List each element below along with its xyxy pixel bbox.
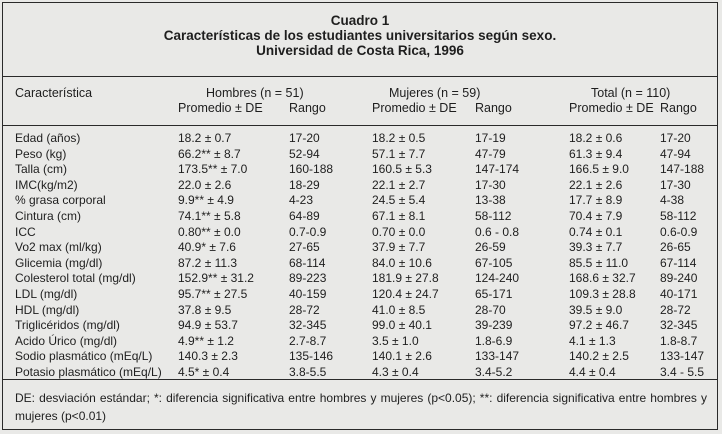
cell-hombres-range: 27-65 — [289, 240, 320, 255]
table-row — [3, 193, 717, 209]
cell-hombres-mean: 9.9** ± 4.9 — [178, 193, 234, 208]
row-label: ICC — [15, 224, 36, 239]
row-label: HDL (mg/dl) — [15, 302, 80, 317]
header-mean-total: Promedio ± DE — [569, 101, 654, 115]
table-row — [3, 209, 717, 225]
cell-hombres-range: 68-114 — [289, 255, 326, 270]
row-label: Colesterol total (mg/dl) — [15, 271, 136, 286]
row-label: Talla (cm) — [15, 162, 68, 177]
header-range-mujeres: Rango — [475, 101, 512, 115]
cell-total-range: 4-38 — [660, 193, 685, 208]
cell-hombres-mean: 4.5* ± 0.4 — [178, 365, 230, 379]
cell-total-range: 32-345 — [660, 318, 698, 333]
header-mean-hombres: Promedio ± DE — [178, 101, 263, 115]
cell-mujeres-range: 13-38 — [475, 193, 506, 208]
cell-hombres-range: 89-223 — [289, 271, 327, 286]
table-row — [3, 349, 717, 365]
row-label: Vo2 max (ml/kg) — [15, 240, 102, 255]
table-row — [3, 225, 717, 241]
cell-total-range: 26-65 — [660, 240, 691, 255]
cell-total-range: 0.6-0.9 — [660, 224, 698, 239]
cell-hombres-mean: 18.2 ± 0.7 — [178, 131, 232, 145]
header-range-total: Rango — [660, 101, 697, 115]
header-group-hombres: Hombres (n = 51) — [206, 86, 304, 100]
cell-hombres-range: 135-146 — [289, 349, 334, 364]
cell-total-range: 89-240 — [660, 271, 698, 286]
cell-total-range: 1.8-8.7 — [660, 333, 698, 348]
cell-total-mean: 18.2 ± 0.6 — [569, 131, 623, 145]
row-label: Peso (kg) — [15, 146, 67, 161]
cell-mujeres-mean: 99.0 ± 40.1 — [372, 318, 432, 333]
cell-total-mean: 97.2 ± 46.7 — [569, 318, 629, 333]
cell-mujeres-mean: 22.1 ± 2.7 — [372, 177, 426, 192]
cell-hombres-mean: 173.5** ± 7.0 — [178, 162, 248, 177]
cell-hombres-range: 160-188 — [289, 162, 334, 177]
table-row — [3, 178, 717, 194]
cell-mujeres-mean: 67.1 ± 8.1 — [372, 209, 426, 223]
cell-total-mean: 0.74 ± 0.1 — [569, 224, 623, 239]
cell-hombres-range: 64-89 — [289, 209, 320, 223]
cell-hombres-range: 52-94 — [289, 146, 320, 161]
cell-total-mean: 166.5 ± 9.0 — [569, 162, 629, 177]
cell-mujeres-mean: 160.5 ± 5.3 — [372, 162, 432, 177]
header-group-mujeres: Mujeres (n = 59) — [389, 86, 481, 100]
cell-total-range: 3.4 - 5.5 — [660, 365, 705, 379]
cell-mujeres-mean: 181.9 ± 27.8 — [372, 271, 439, 286]
cell-total-range: 67-114 — [660, 255, 697, 270]
cell-mujeres-range: 124-240 — [475, 271, 520, 286]
cell-total-mean: 140.2 ± 2.5 — [569, 349, 629, 364]
cell-hombres-range: 32-345 — [289, 318, 327, 333]
cell-mujeres-range: 28-70 — [475, 302, 506, 317]
table-row — [3, 162, 717, 178]
cell-mujeres-range: 26-59 — [475, 240, 506, 255]
cell-mujeres-mean: 120.4 ± 24.7 — [372, 287, 439, 301]
cell-mujeres-mean: 0.70 ± 0.0 — [372, 224, 426, 239]
cell-mujeres-mean: 41.0 ± 8.5 — [372, 302, 426, 317]
cell-total-mean: 85.5 ± 11.0 — [569, 255, 629, 270]
cell-total-range: 47-94 — [660, 146, 691, 161]
cell-hombres-mean: 87.2 ± 11.3 — [178, 255, 238, 270]
cell-total-mean: 22.1 ± 2.6 — [569, 177, 623, 192]
table-footnote — [3, 379, 717, 431]
row-label: Triglicéridos (mg/dl) — [15, 318, 120, 333]
cell-hombres-mean: 140.3 ± 2.3 — [178, 349, 238, 364]
row-label: LDL (mg/dl) — [15, 287, 78, 301]
row-label: % grasa corporal — [15, 193, 106, 208]
row-label: Acido Úrico (mg/dl) — [15, 333, 118, 348]
table-row — [3, 256, 717, 272]
cell-mujeres-range: 65-171 — [475, 287, 513, 301]
cell-total-range: 40-171 — [660, 287, 698, 301]
table-row — [3, 271, 717, 287]
cell-hombres-range: 28-72 — [289, 302, 320, 317]
column-headers — [3, 77, 717, 126]
cell-total-range: 17-20 — [660, 131, 691, 145]
cell-mujeres-range: 47-79 — [475, 146, 506, 161]
cell-total-mean: 168.6 ± 32.7 — [569, 271, 636, 286]
table-caption — [3, 3, 717, 77]
cell-total-range: 17-30 — [660, 177, 691, 192]
row-label: Cintura (cm) — [15, 209, 82, 223]
cell-total-mean: 70.4 ± 7.9 — [569, 209, 623, 223]
cell-mujeres-mean: 37.9 ± 7.7 — [372, 240, 426, 255]
table-row — [3, 131, 717, 147]
cell-hombres-mean: 22.0 ± 2.6 — [178, 177, 232, 192]
table-number: Cuadro 1 — [330, 13, 390, 28]
cell-mujeres-range: 39-239 — [475, 318, 513, 333]
table-document — [2, 2, 718, 430]
cell-hombres-mean: 152.9** ± 31.2 — [178, 271, 254, 286]
cell-total-mean: 39.3 ± 7.7 — [569, 240, 623, 255]
cell-mujeres-mean: 18.2 ± 0.5 — [372, 131, 426, 145]
cell-hombres-range: 4-23 — [289, 193, 314, 208]
table-subtitle: Universidad de Costa Rica, 1996 — [256, 43, 464, 58]
table-row — [3, 334, 717, 350]
cell-mujeres-mean: 84.0 ± 10.6 — [372, 255, 432, 270]
cell-hombres-range: 17-20 — [289, 131, 320, 145]
cell-hombres-mean: 66.2** ± 8.7 — [178, 146, 241, 161]
cell-hombres-range: 0.7-0.9 — [289, 224, 327, 239]
cell-mujeres-mean: 140.1 ± 2.6 — [372, 349, 432, 364]
cell-mujeres-mean: 24.5 ± 5.4 — [372, 193, 426, 208]
cell-total-mean: 17.7 ± 8.9 — [569, 193, 623, 208]
cell-hombres-range: 2.7-8.7 — [289, 333, 327, 348]
cell-mujeres-range: 3.4-5.2 — [475, 365, 513, 379]
cell-mujeres-mean: 57.1 ± 7.7 — [372, 146, 426, 161]
cell-mujeres-mean: 3.5 ± 1.0 — [372, 333, 419, 348]
table-row — [3, 318, 717, 334]
cell-mujeres-range: 17-30 — [475, 177, 506, 192]
cell-mujeres-range: 67-105 — [475, 255, 513, 270]
table-title: Características de los estudiantes universitarios según sexo. — [163, 28, 557, 43]
header-group-total: Total (n = 110) — [591, 86, 671, 100]
cell-total-mean: 4.4 ± 0.4 — [569, 365, 616, 379]
table-row — [3, 287, 717, 303]
cell-hombres-mean: 95.7** ± 27.5 — [178, 287, 248, 301]
footnote-text: DE: desviación estándar; *: diferencia significativa entre hombres y mujeres (p<0.05); **: diferencia significativa entre hombres y mujeres (p<0.01) — [15, 391, 707, 423]
row-label: IMC(kg/m2) — [15, 177, 78, 192]
cell-mujeres-range: 147-174 — [475, 162, 520, 177]
header-characteristic: Característica — [15, 86, 93, 100]
cell-total-mean: 109.3 ± 28.8 — [569, 287, 636, 301]
cell-total-range: 28-72 — [660, 302, 691, 317]
table-row — [3, 240, 717, 256]
row-label: Sodio plasmático (mEq/L) — [15, 349, 153, 364]
cell-hombres-range: 40-159 — [289, 287, 327, 301]
cell-total-mean: 39.5 ± 9.0 — [569, 302, 623, 317]
cell-mujeres-mean: 4.3 ± 0.4 — [372, 365, 419, 379]
cell-hombres-mean: 4.9** ± 1.2 — [178, 333, 234, 348]
header-range-hombres: Rango — [289, 101, 326, 115]
cell-total-mean: 4.1 ± 1.3 — [569, 333, 616, 348]
cell-hombres-mean: 40.9* ± 7.6 — [178, 240, 236, 255]
cell-total-mean: 61.3 ± 9.4 — [569, 146, 623, 161]
row-label: Glicemia (mg/dl) — [15, 255, 103, 270]
cell-hombres-range: 18-29 — [289, 177, 320, 192]
cell-hombres-mean: 94.9 ± 53.7 — [178, 318, 238, 333]
cell-mujeres-range: 17-19 — [475, 131, 506, 145]
cell-mujeres-range: 1.8-6.9 — [475, 333, 513, 348]
table-row — [3, 147, 717, 163]
table-row — [3, 303, 717, 319]
cell-total-range: 147-188 — [660, 162, 705, 177]
cell-hombres-range: 3.8-5.5 — [289, 365, 327, 379]
header-mean-mujeres: Promedio ± DE — [372, 101, 457, 115]
row-label: Potasio plasmático (mEq/L) — [15, 365, 162, 379]
cell-mujeres-range: 133-147 — [475, 349, 520, 364]
cell-hombres-mean: 74.1** ± 5.8 — [178, 209, 241, 223]
cell-hombres-mean: 0.80** ± 0.0 — [178, 224, 241, 239]
row-label: Edad (años) — [15, 131, 81, 145]
cell-total-range: 133-147 — [660, 349, 705, 364]
cell-mujeres-range: 58-112 — [475, 209, 512, 223]
cell-total-range: 58-112 — [660, 209, 697, 223]
cell-hombres-mean: 37.8 ± 9.5 — [178, 302, 232, 317]
cell-mujeres-range: 0.6 - 0.8 — [475, 224, 520, 239]
